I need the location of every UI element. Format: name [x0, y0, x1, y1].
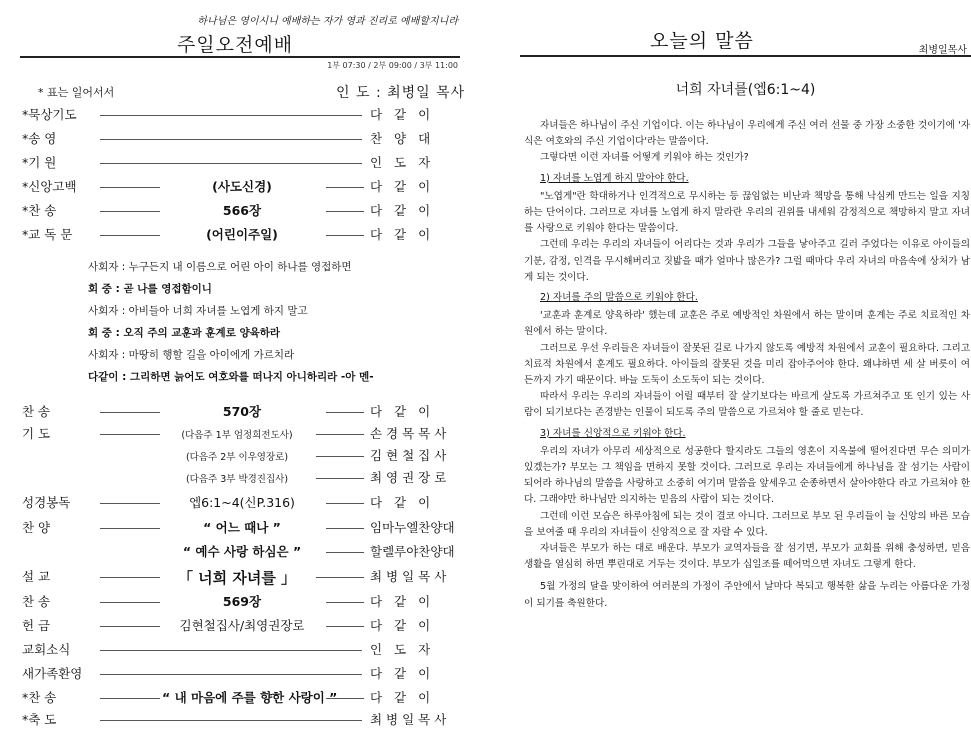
order-item: 566장 [222, 203, 262, 218]
order-label: *신앙고백 [22, 179, 77, 194]
order-row [22, 493, 462, 513]
order-label: *송 영 [22, 131, 57, 146]
sermon-paragraph: 우리의 자녀가 아무리 세상적으로 성공한다 할지라도 그들의 영혼이 지옥불에 떨어진다면 무슨 의미가 있겠는가? 부모는 그 책임을 면하지 못할 것이다. 그러므로 우리는 자녀들에게 하나님을 잘 섬기는 사람이 되어라 하나님의 말씀을 사랑하고 소중히 여기며 말씀을 앞세우고 순종하면서 살아야한다 라고 가르쳐야 한다. 그래야만 하나님만 의지하는 믿음의 사람이 되는 것이다. [524, 445, 970, 506]
order-leader: 인 도 자 [370, 642, 435, 657]
leader-line-segment [100, 503, 160, 504]
order-leader: 다 같 이 [370, 666, 435, 681]
leader-line-segment [100, 211, 160, 212]
leader-line-segment [100, 674, 362, 675]
order-leader: 다 같 이 [370, 690, 435, 705]
leader-line-segment [100, 577, 160, 578]
order-item: 569장 [222, 594, 262, 609]
order-label: *묵상기도 [22, 107, 77, 122]
sermon-subheading-text: 2) 자녀를 주의 말씀으로 키워야 한다. [540, 292, 698, 304]
leader-line-segment [326, 528, 364, 529]
leader-line-segment [100, 434, 160, 435]
leader-line-segment [316, 478, 364, 479]
order-item: “ 어느 때나 ” [203, 520, 281, 535]
sermon-subheading [524, 290, 970, 306]
order-label: 성경봉독 [22, 495, 71, 510]
sermon-subheading [524, 171, 970, 187]
order-item: 김현철집사/최영권장로 [179, 618, 305, 633]
order-item: 「 너희 자녀를 」 [177, 569, 297, 587]
order-row [22, 225, 462, 245]
order-row [22, 177, 462, 197]
order-leader: 인 도 자 [370, 155, 435, 170]
order-leader: 임마누엘찬양대 [370, 520, 455, 535]
sermon-subheading [524, 426, 970, 442]
leader-line-segment [100, 528, 160, 529]
order-leader: 다 같 이 [370, 495, 435, 510]
order-row [22, 402, 462, 422]
order-label: 설 교 [22, 569, 51, 584]
sermon-paragraph: 그렇다면 이런 자녀를 어떻게 키워야 하는 것인가? [540, 152, 749, 164]
responsive-line: 회 중 : 곧 나를 영접함이니 [88, 283, 212, 295]
order-label: *기 원 [22, 155, 57, 170]
leader-line-segment [100, 139, 362, 140]
leader-line-segment [100, 115, 362, 116]
order-row [22, 424, 462, 444]
sermon-paragraph: 5월 가정의 달을 맞이하여 여러분의 가정이 주안에서 날마다 복되고 행복한 삶을 누리는 아름다운 가정이 되기를 축원한다. [524, 581, 970, 609]
order-leader: 다 같 이 [370, 618, 435, 633]
order-leader: 다 같 이 [370, 203, 435, 218]
sermon-paragraph: 그런데 우리는 우리의 자녀들이 어리다는 것과 우리가 그들을 낳아주고 길러 주었다는 이유로 아이들의 기분, 감정, 인격을 무시해버리고 짓밟을 때가 얼마나 많은가? 그럴 때마다 우리 자녀의 마음속에 상처가 남게 되는 것이다. [524, 239, 970, 283]
leader-line-segment [316, 577, 364, 578]
sermon-panel [520, 0, 971, 741]
leader-line-segment [316, 434, 364, 435]
leader-line-segment [316, 456, 364, 457]
leader-line-segment [100, 163, 362, 164]
sermon-subheading-text: 1) 자녀를 노엽게 하지 말아야 한다. [540, 172, 689, 184]
leader-line-segment [326, 412, 364, 413]
order-row [22, 640, 462, 660]
order-row [22, 567, 462, 587]
order-label: *찬 송 [22, 203, 57, 218]
motto: 하나님은 영이시니 예배하는 자가 영과 진리로 예배할지니라 [197, 16, 458, 27]
leader-line-segment [100, 602, 160, 603]
order-label: 교회소식 [22, 642, 71, 657]
leader-line-segment [100, 235, 160, 236]
order-row [22, 446, 462, 466]
page-title: 주일오전예배 [176, 34, 294, 56]
order-leader: 최 영 권 장 로 [370, 470, 447, 485]
order-item: 엡6:1~4(신P.316) [189, 495, 295, 510]
order-row [22, 153, 462, 173]
order-item: “ 내 마음에 주를 향한 사랑이 ” [162, 690, 338, 705]
sermon-paragraph: 자녀들은 부모가 하는 대로 배운다. 부모가 교역자들을 잘 섬기면, 부모가 교회를 위해 충성하면, 믿음 생활을 열심히 하면 뿌린대로 거두는 것이다. 부모가 십일조를 떼어먹으면 자녀도 그렇게 한다. [524, 543, 970, 571]
order-row [22, 201, 462, 221]
author: 최병일목사 [918, 45, 967, 56]
order-leader: 다 같 이 [370, 227, 435, 242]
responsive-line: 다같이 : 그리하면 늙어도 여호와를 떠나지 아니하리라 -아 멘- [88, 371, 374, 383]
order-leader: 김 현 철 집 사 [370, 448, 447, 463]
order-label: 찬 송 [22, 594, 51, 609]
order-row [22, 688, 462, 708]
sermon-body [524, 118, 970, 612]
leader: 인 도 : 최병일 목사 [336, 85, 466, 101]
order-label: 헌 금 [22, 618, 51, 633]
bulletin-panel [0, 0, 480, 741]
leader-line-segment [326, 698, 364, 699]
order-row [22, 592, 462, 612]
leader-line-segment [326, 626, 364, 627]
leader-line-segment [326, 211, 364, 212]
leader-line-segment [100, 187, 160, 188]
order-leader: 다 같 이 [370, 179, 435, 194]
leader-line-segment [326, 552, 364, 553]
section-divider [520, 55, 971, 57]
standing-note: * 표는 일어서서 [38, 86, 115, 99]
order-label: 찬 송 [22, 404, 51, 419]
order-label: *축 도 [22, 712, 57, 727]
order-leader: 최 병 일 목 사 [370, 569, 447, 584]
order-row [22, 710, 462, 730]
leader-line-segment [100, 698, 160, 699]
order-label: 새가족환영 [22, 666, 83, 681]
order-item: (다음주 2부 이우영장로) [185, 452, 289, 463]
service-times: 1부 07:30 / 2부 09:00 / 3부 11:00 [327, 61, 458, 70]
order-row [22, 105, 462, 125]
order-row [22, 518, 462, 538]
sermon-paragraph: 그러므로 우선 우리들은 자녀들이 잘못된 길로 나가지 않도록 예방적 차원에서 교훈이 필요하다. 그리고 치료적 차원에서 훈계도 필요하다. 아이들의 잘못된 것을 미리 잡아주어야 한다. 왜냐하면 세 살 버릇이 여든까지 가기 때문이다. 바늘 도둑이 소도둑이 되는 것이다. [524, 342, 970, 387]
order-row [22, 129, 462, 149]
responsive-line: 사회자 : 누구든지 내 이름으로 어린 아이 하나를 영접하면 [88, 261, 352, 273]
order-row [22, 468, 462, 488]
leader-line-segment [100, 412, 160, 413]
leader-line-segment [100, 650, 362, 651]
order-leader: 손 경 목 목 사 [370, 426, 447, 441]
order-leader: 다 같 이 [370, 107, 435, 122]
order-row [22, 616, 462, 636]
order-label: 기 도 [22, 426, 51, 441]
order-label: *찬 송 [22, 690, 57, 705]
order-item: (다음주 3부 박경진집사) [185, 474, 289, 485]
order-leader: 찬 양 대 [370, 131, 435, 146]
order-row [22, 542, 462, 562]
order-leader: 다 같 이 [370, 404, 435, 419]
sermon-paragraph: '교훈과 훈계로 양육하라' 했는데 교훈은 주로 예방적인 차원에서 하는 말이며 훈계는 주로 치료적인 차원에서 하는 말이다. [524, 310, 970, 338]
order-leader: 할렐루야찬양대 [370, 544, 455, 559]
order-row [22, 664, 462, 684]
order-item: 570장 [222, 404, 262, 419]
sermon-paragraph: 자녀들은 하나님이 주신 기업이다. 이는 하나님이 우리에게 주신 여러 선물 중 가장 소중한 것이기에 '자식은 여호와의 주신 기업이다'라는 말씀이다. [524, 120, 970, 148]
sermon-paragraph: "노엽게"란 학대하거나 인격적으로 무시하는 등 끊임없는 비난과 책망을 통해 낙심케 만드는 일을 지칭하는 단어이다. 그러므로 자녀를 노엽게 하지 말라란 우리의 권위를 내세워 감정적으로 책망하지 말고 자녀를 사랑으로 키워야 한다는 말씀이다. [524, 190, 970, 235]
responsive-line: 사회자 : 마땅히 행할 길을 아이에게 가르치라 [88, 349, 295, 361]
order-item: “ 예수 사랑 하심은 ” [182, 544, 302, 559]
leader-line-segment [326, 503, 364, 504]
leader-line-segment [100, 720, 362, 721]
leader-line-segment [326, 187, 364, 188]
sermon-paragraph: 따라서 우리는 우리의 자녀들이 어릴 때부터 잘 살기보다는 바르게 살도록 가르쳐주고 또 인기 있는 사람이 되기보다는 존경받는 인물이 되도록 주의 말씀으로 가르쳐야 할 줄로 믿는다. [524, 391, 970, 419]
sermon-subheading-text: 3) 자녀를 신앙적으로 키워야 한다. [540, 427, 686, 439]
order-label: 찬 양 [22, 520, 51, 535]
sermon-paragraph: 그런데 이런 모습은 하루아침에 되는 것이 결코 아니다. 그러므로 부모 된 우리들이 늘 신앙의 바른 모습을 보여줄 때 우리의 자녀들이 신앙적으로 잘 자랄 수 있다. [524, 510, 970, 538]
leader-line-segment [326, 602, 364, 603]
responsive-line: 사회자 : 아비들아 너희 자녀를 노엽게 하지 말고 [88, 305, 308, 317]
section-title: 오늘의 말씀 [650, 30, 754, 52]
title-divider [20, 56, 460, 58]
leader-line-segment [100, 626, 160, 627]
order-item: (어린이주일) [206, 227, 278, 242]
order-leader: 다 같 이 [370, 594, 435, 609]
order-leader: 최 병 일 목 사 [370, 712, 447, 727]
sermon-heading: 너희 자녀를(엡6:1~4) [675, 82, 816, 98]
responsive-line: 회 중 : 오직 주의 교훈과 훈계로 양육하라 [88, 327, 281, 339]
order-item: (다음주 1부 엄정희전도사) [181, 430, 293, 441]
order-item: (사도신경) [212, 179, 272, 194]
leader-line-segment [326, 235, 364, 236]
order-label: *교 독 문 [22, 227, 73, 242]
